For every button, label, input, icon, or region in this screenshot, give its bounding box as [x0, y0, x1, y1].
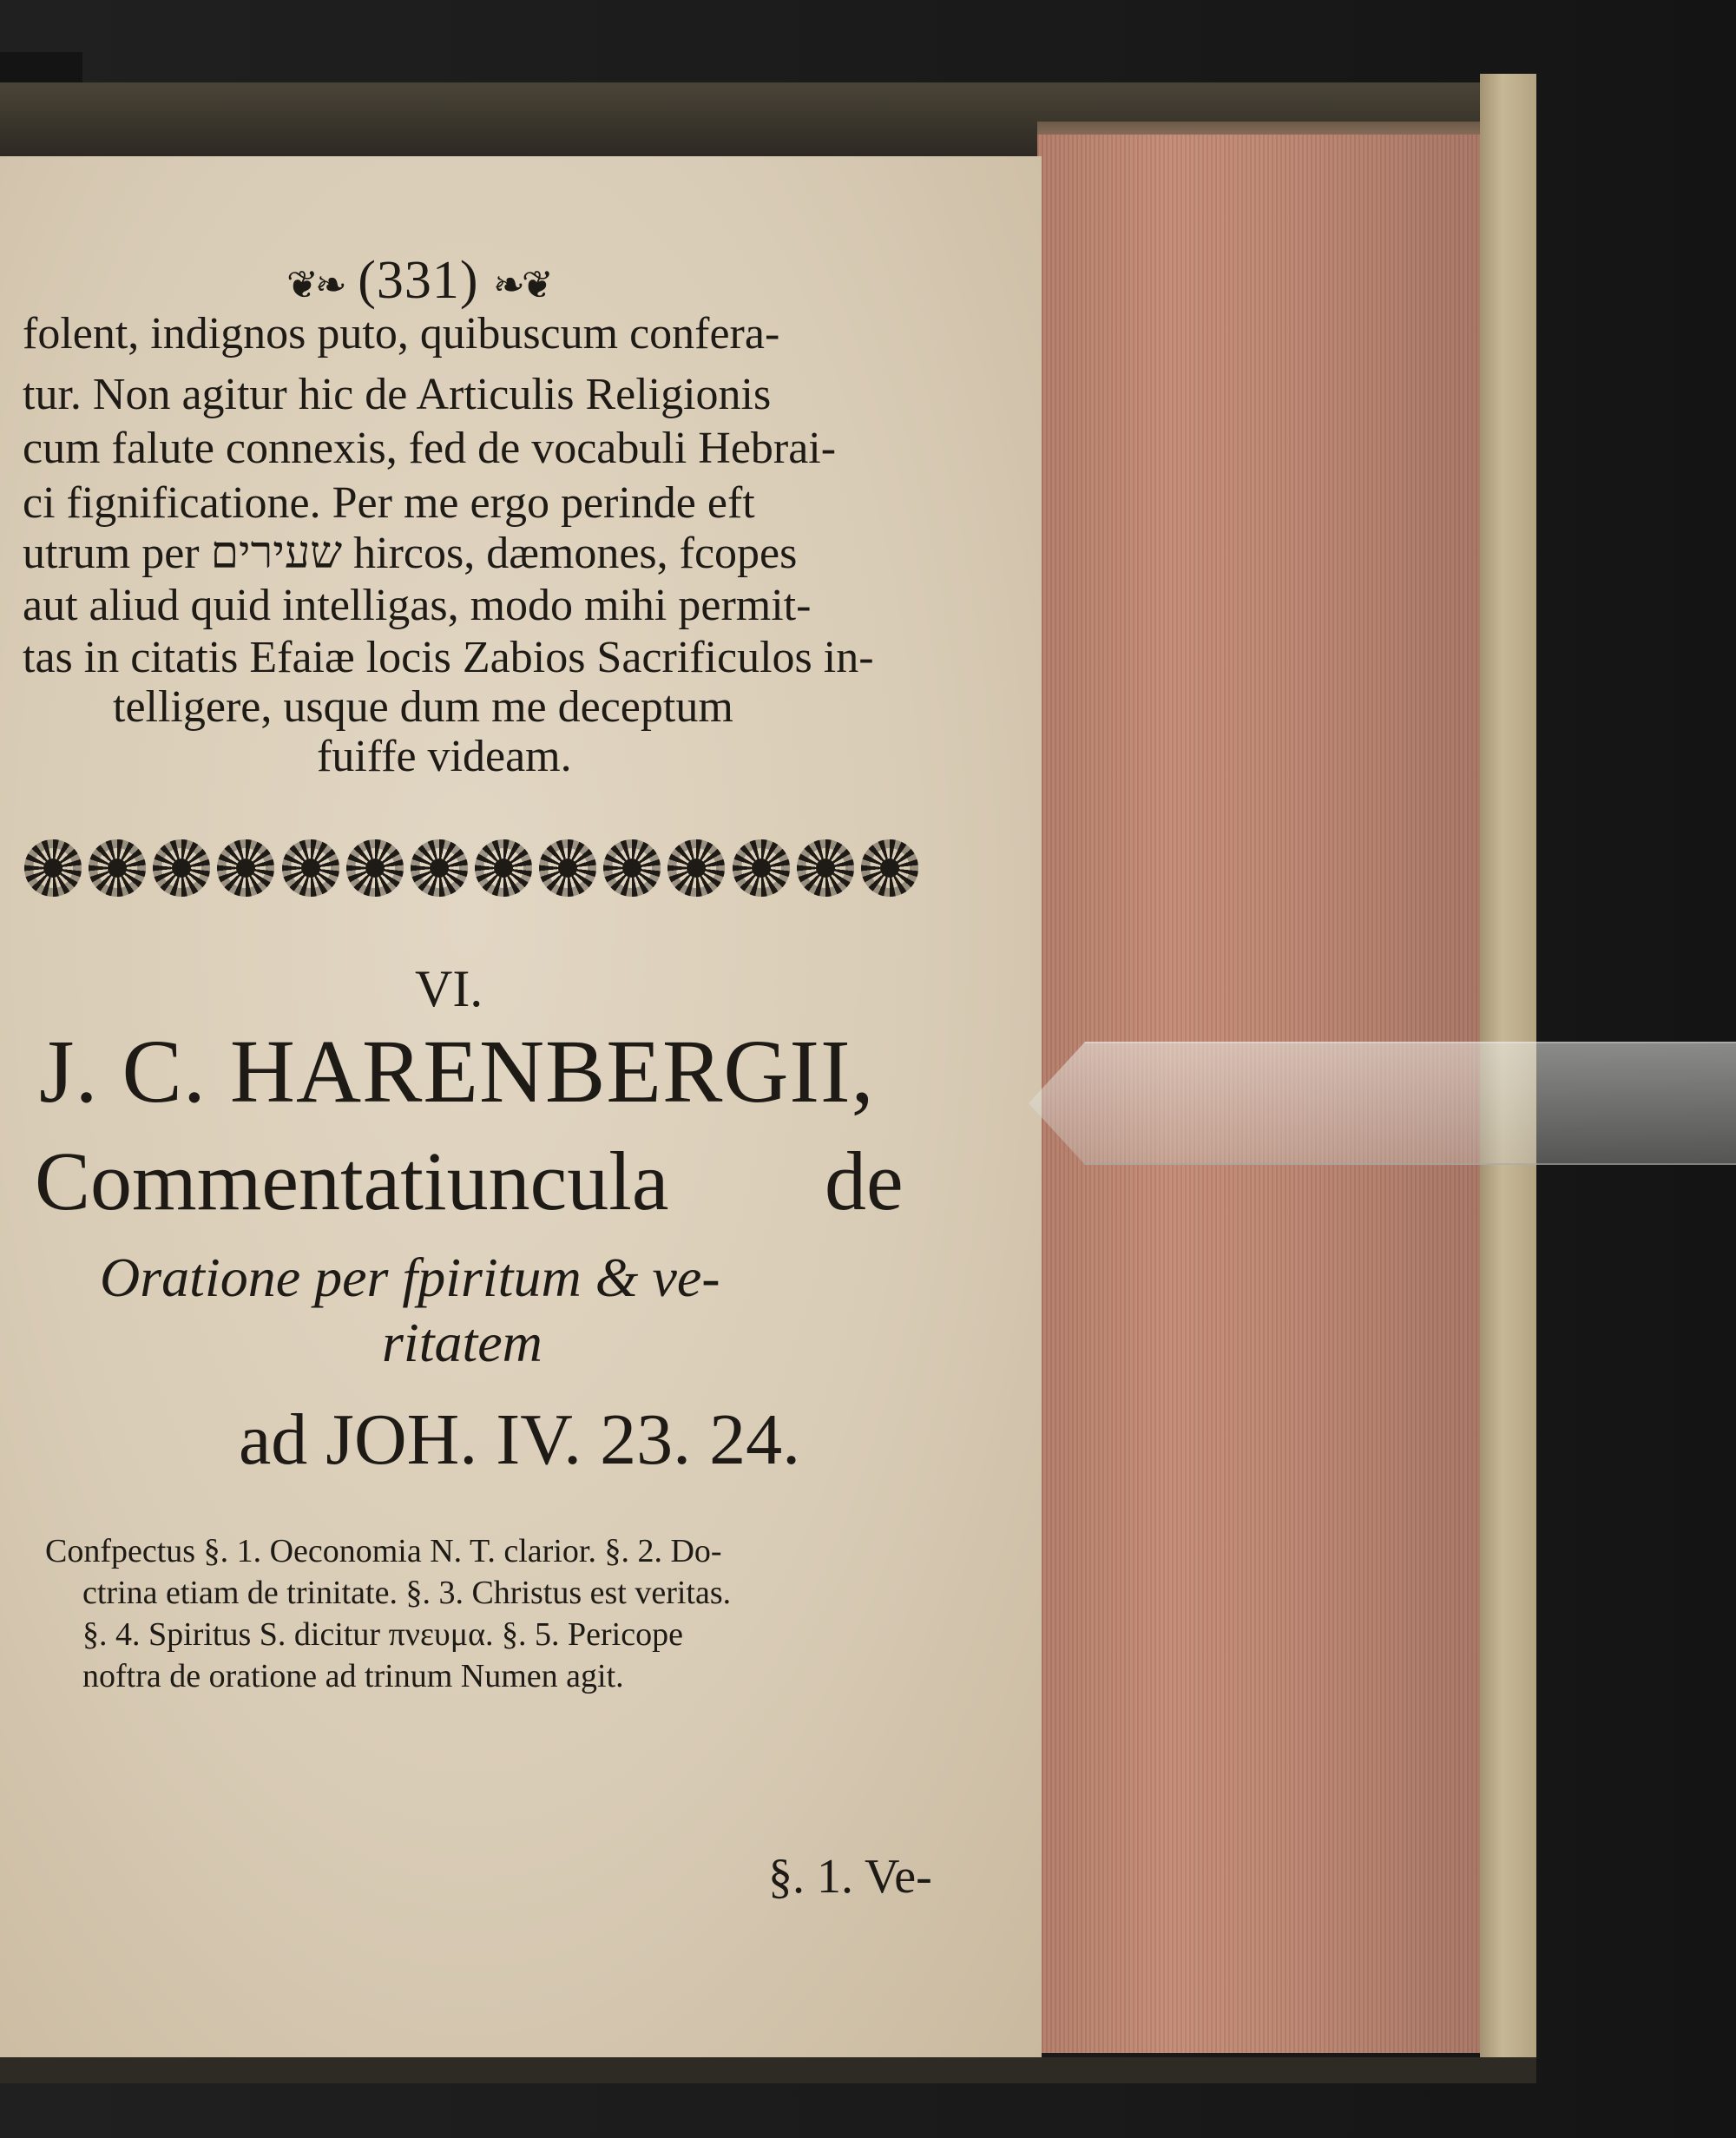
rosette-icon	[346, 839, 404, 897]
body-line: fuiffe videam.	[317, 732, 572, 781]
scripture-reference: ad JOH. IV. 23. 24.	[239, 1399, 801, 1480]
rosette-icon	[153, 839, 210, 897]
conspectus-line: ctrina etiam de trinitate. §. 3. Christus est veritas.	[82, 1575, 732, 1611]
rosette-icon	[475, 839, 532, 897]
body-line: tur. Non agitur hic de Articulis Religionis	[23, 370, 772, 419]
rosette-icon	[603, 839, 661, 897]
ornament-left-icon: ❦❧	[286, 264, 344, 307]
running-head	[286, 250, 550, 312]
rosette-icon	[539, 839, 596, 897]
rosette-icon	[411, 839, 468, 897]
catchword: §. 1. Ve-	[768, 1850, 932, 1904]
page-number: (331)	[358, 251, 479, 310]
ornament-right-icon: ❧❦	[493, 264, 550, 307]
body-line: cum falute connexis, fed de vocabuli Hebrai-	[23, 424, 837, 473]
conspectus-line: Confpectus §. 1. Oeconomia N. T. clarior. §. 2. Do-	[45, 1533, 722, 1569]
rosette-icon	[667, 839, 725, 897]
work-title: Commentatiuncula	[35, 1135, 669, 1227]
body-line: aut aliud quid intelligas, modo mihi permit-	[23, 581, 812, 630]
work-title-preposition: de	[825, 1135, 904, 1227]
body-line: folent, indignos puto, quibuscum confera-	[23, 309, 780, 359]
clear-bookmark-tab	[1029, 1042, 1736, 1165]
body-line: telligere, usque dum me deceptum	[113, 682, 733, 732]
subtitle-line: Oratione per fpiritum & ve-	[100, 1247, 720, 1308]
rosette-icon	[282, 839, 339, 897]
ornament-rule	[24, 835, 918, 900]
body-line: tas in citatis Efaiæ locis Zabios Sacrificulos in-	[23, 633, 874, 682]
rosette-icon	[797, 839, 854, 897]
author-heading: J. C. HARENBERGII,	[39, 1022, 875, 1122]
rosette-icon	[861, 839, 918, 897]
section-number: VI.	[415, 960, 483, 1017]
book-board-bottom	[0, 2057, 1536, 2083]
subtitle-line: ritatem	[382, 1312, 542, 1373]
body-line: utrum per שעירים hircos, dæmones, fcopes	[23, 529, 798, 578]
rosette-icon	[89, 839, 146, 897]
rosette-icon	[733, 839, 790, 897]
conspectus-line: §. 4. Spiritus S. dicitur πνευμα. §. 5. Pericope	[82, 1616, 683, 1653]
conspectus-line: noftra de oratione ad trinum Numen agit.	[82, 1658, 624, 1694]
rosette-icon	[217, 839, 274, 897]
body-line: ci fignificatione. Per me ergo perinde eft	[23, 478, 755, 528]
rosette-icon	[24, 839, 82, 897]
